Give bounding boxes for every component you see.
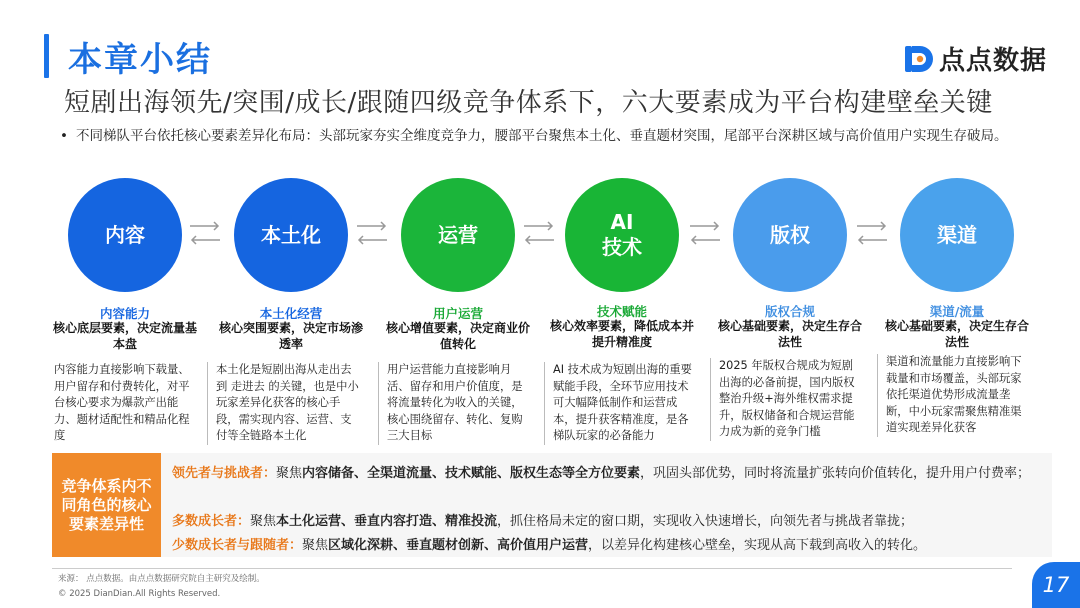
pillar-description: 本土化是短剧出海从走出去 到 走进去 的关键，也是中小玩家差异化获客的核心手段，需实现内容、运营、支付等全链路本土化	[207, 362, 361, 445]
summary-label: 竞争体系内不同角色的核心要素差异性	[61, 476, 152, 533]
page-title: 本章小结	[68, 40, 212, 80]
bidirectional-arrow-icon	[688, 218, 722, 248]
circle-copyright	[733, 178, 847, 292]
summary-line	[172, 510, 1032, 533]
summary-line-text: ，巩固头部优势，同时将流量扩张转向价值转化，提升用户付费率；	[640, 466, 1031, 481]
summary-line-emphasis: 内容储备、全渠道流量、技术赋能、版权生态等全方位要素	[302, 466, 641, 481]
summary-line-emphasis: 本土化运营、垂直内容打造、精准投流	[276, 514, 498, 529]
intro-bullet	[58, 125, 1038, 148]
pillar-title: 渠道/流量	[929, 304, 985, 319]
bidirectional-arrow-icon	[188, 218, 222, 248]
circle-label: 渠道	[937, 222, 977, 247]
pillar-title: 内容能力	[99, 306, 150, 321]
circle-label: 本土化	[261, 222, 321, 247]
circle-label: 版权	[770, 222, 810, 247]
copyright: © 2025 DianDian.All Rights Reserved.	[58, 589, 221, 599]
pillar-title: 技术赋能	[596, 304, 647, 319]
page-subtitle: 短剧出海领先/突围/成长/跟随四级竞争体系下，六大要素成为平台构建壁垒关键	[64, 88, 993, 118]
summary-line-text: 聚焦	[250, 514, 277, 529]
circle-label: 运营	[438, 222, 478, 247]
pillar-subtitle: 核心突围要素，决定市场渗透率	[218, 321, 363, 351]
logo-text: 点点数据	[939, 46, 1048, 76]
pillar-subtitle: 核心增值要素，决定商业价值转化	[385, 321, 530, 351]
pillar-subtitle: 核心效率要素，降低成本并提升精准度	[549, 319, 694, 349]
bullet-text: 不同梯队平台依托核心要素差异化布局：头部玩家夯实全维度竞争力，腰部平台聚焦本土化、垂直题材突围，尾部平台深耕区域与高价值用户实现生存破局。	[76, 128, 1008, 144]
summary-line-emphasis: 区域化深耕、垂直题材创新、高价值用户运营	[328, 538, 589, 553]
circle-ai-tech	[565, 178, 679, 292]
summary-line	[172, 462, 1032, 485]
brand-logo	[903, 40, 1047, 77]
circle-localization	[234, 178, 348, 292]
summary-label-box	[52, 453, 161, 557]
source-note: 来源： 点点数据。由点点数据研究院自主研究及绘制。	[58, 574, 265, 584]
summary-line-text: 聚焦	[302, 538, 329, 553]
pillar-title: 版权合规	[764, 304, 815, 319]
pillar-description: 渠道和流量能力直接影响下载量和市场覆盖，头部玩家依托渠道优势形成流量垄断，中小玩家需聚焦精准渠道实现差异化获客	[877, 354, 1031, 437]
circle-operation	[401, 178, 515, 292]
pillar-subtitle: 核心基础要素，决定生存合法性	[884, 319, 1029, 349]
summary-line	[172, 534, 1032, 557]
pillar-title: 用户运营	[432, 306, 483, 321]
pillar-subtitle: 核心底层要素，决定流量基本盘	[52, 321, 197, 351]
pillar-description: AI 技术成为短剧出海的重要赋能手段，全环节应用技术可大幅降低制作和运营成本，提升获客精准度，是各梯队玩家的必备能力	[544, 362, 698, 445]
pillar-description: 2025 年版权合规成为短剧出海的必备前提，国内版权整治升级+海外维权需求提升，版权储备和合规运营能力成为新的竞争门槛	[710, 358, 864, 441]
bidirectional-arrow-icon	[355, 218, 389, 248]
pillar-subtitle: 核心基础要素，决定生存合法性	[717, 319, 862, 349]
pillar-description: 内容能力直接影响下载量、用户留存和付费转化，对平台核心要求为爆款产出能力、题材适配性和精品化程度	[54, 363, 190, 442]
diandian-logo-icon	[903, 42, 937, 76]
circle-channel	[900, 178, 1014, 292]
footer-divider	[52, 568, 1012, 569]
circle-content	[68, 178, 182, 292]
summary-line-text: ，抓住格局未定的窗口期，实现收入快速增长，向领先者与挑战者靠拢；	[497, 514, 914, 529]
circle-label: 内容	[105, 222, 145, 247]
summary-line-label: 领先者与挑战者：	[172, 466, 277, 481]
summary-line-text: 聚焦	[276, 466, 303, 481]
page-number: 17	[1032, 562, 1080, 608]
pillar-description: 用户运营能力直接影响月活、留存和用户价值度，是将流量转化为收入的关键，核心围绕留存、转化、复购三大目标	[378, 362, 532, 445]
title-accent-bar	[44, 34, 49, 78]
circle-label: AI 技术	[602, 210, 642, 259]
pillar-title: 本土化经营	[259, 306, 323, 321]
bidirectional-arrow-icon	[855, 218, 889, 248]
bidirectional-arrow-icon	[522, 218, 556, 248]
summary-line-text: ，以差异化构建核心壁垒，实现从高下载到高收入的转化。	[588, 538, 927, 553]
bullet-dot: •	[60, 128, 68, 144]
summary-line-label: 少数成长者与跟随者：	[172, 538, 303, 553]
summary-line-label: 多数成长者：	[172, 514, 251, 529]
